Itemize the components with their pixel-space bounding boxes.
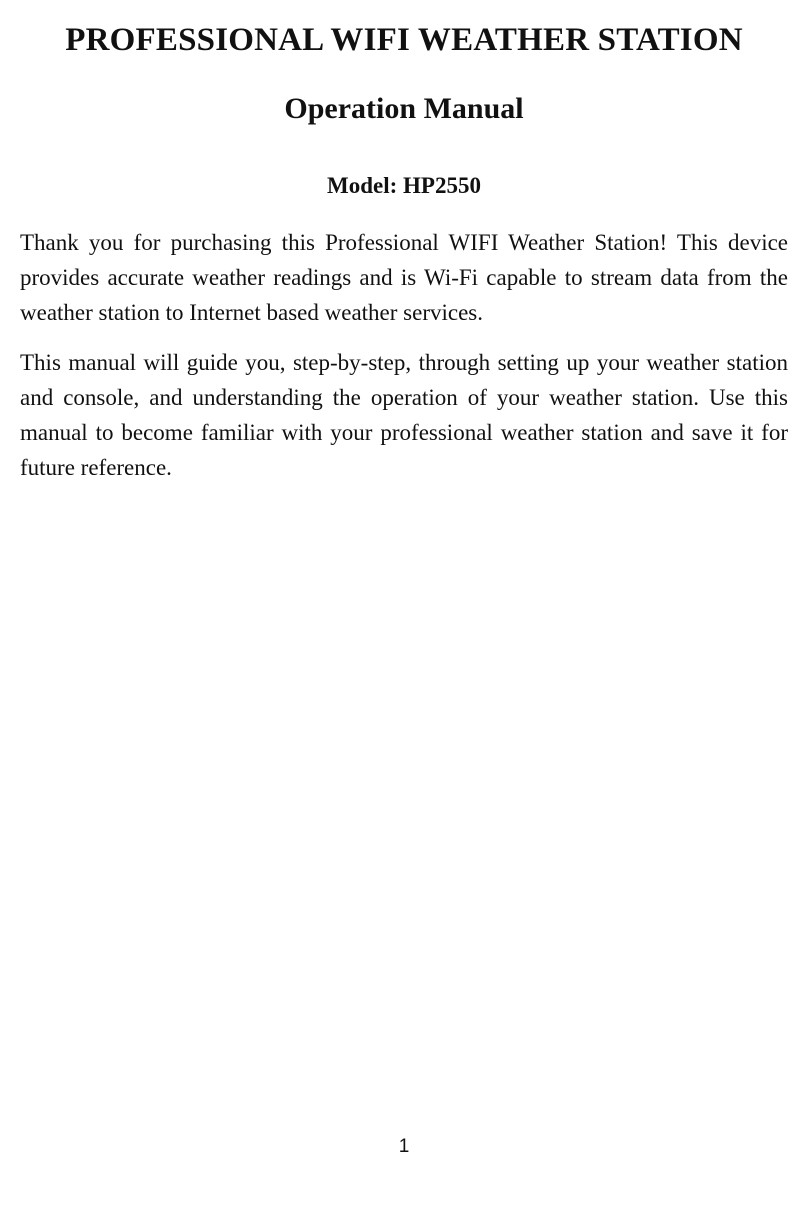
page-number: 1: [398, 1136, 410, 1157]
intro-paragraph: Thank you for purchasing this Professional WIFI Weather Station! This device provides accurate weather readings and is Wi-Fi capable to stream data from the weather station to Internet based weather services.: [20, 230, 788, 325]
document-subtitle: Operation Manual: [284, 92, 524, 125]
document-title: PROFESSIONAL WIFI WEATHER STATION: [65, 22, 743, 58]
guide-paragraph: This manual will guide you, step-by-step, through setting up your weather station and console, and understanding the operation of your weather station. Use this manual to become familiar with your professional weather station and save it for future reference.: [20, 350, 788, 480]
model-label: Model: HP2550: [327, 173, 481, 198]
